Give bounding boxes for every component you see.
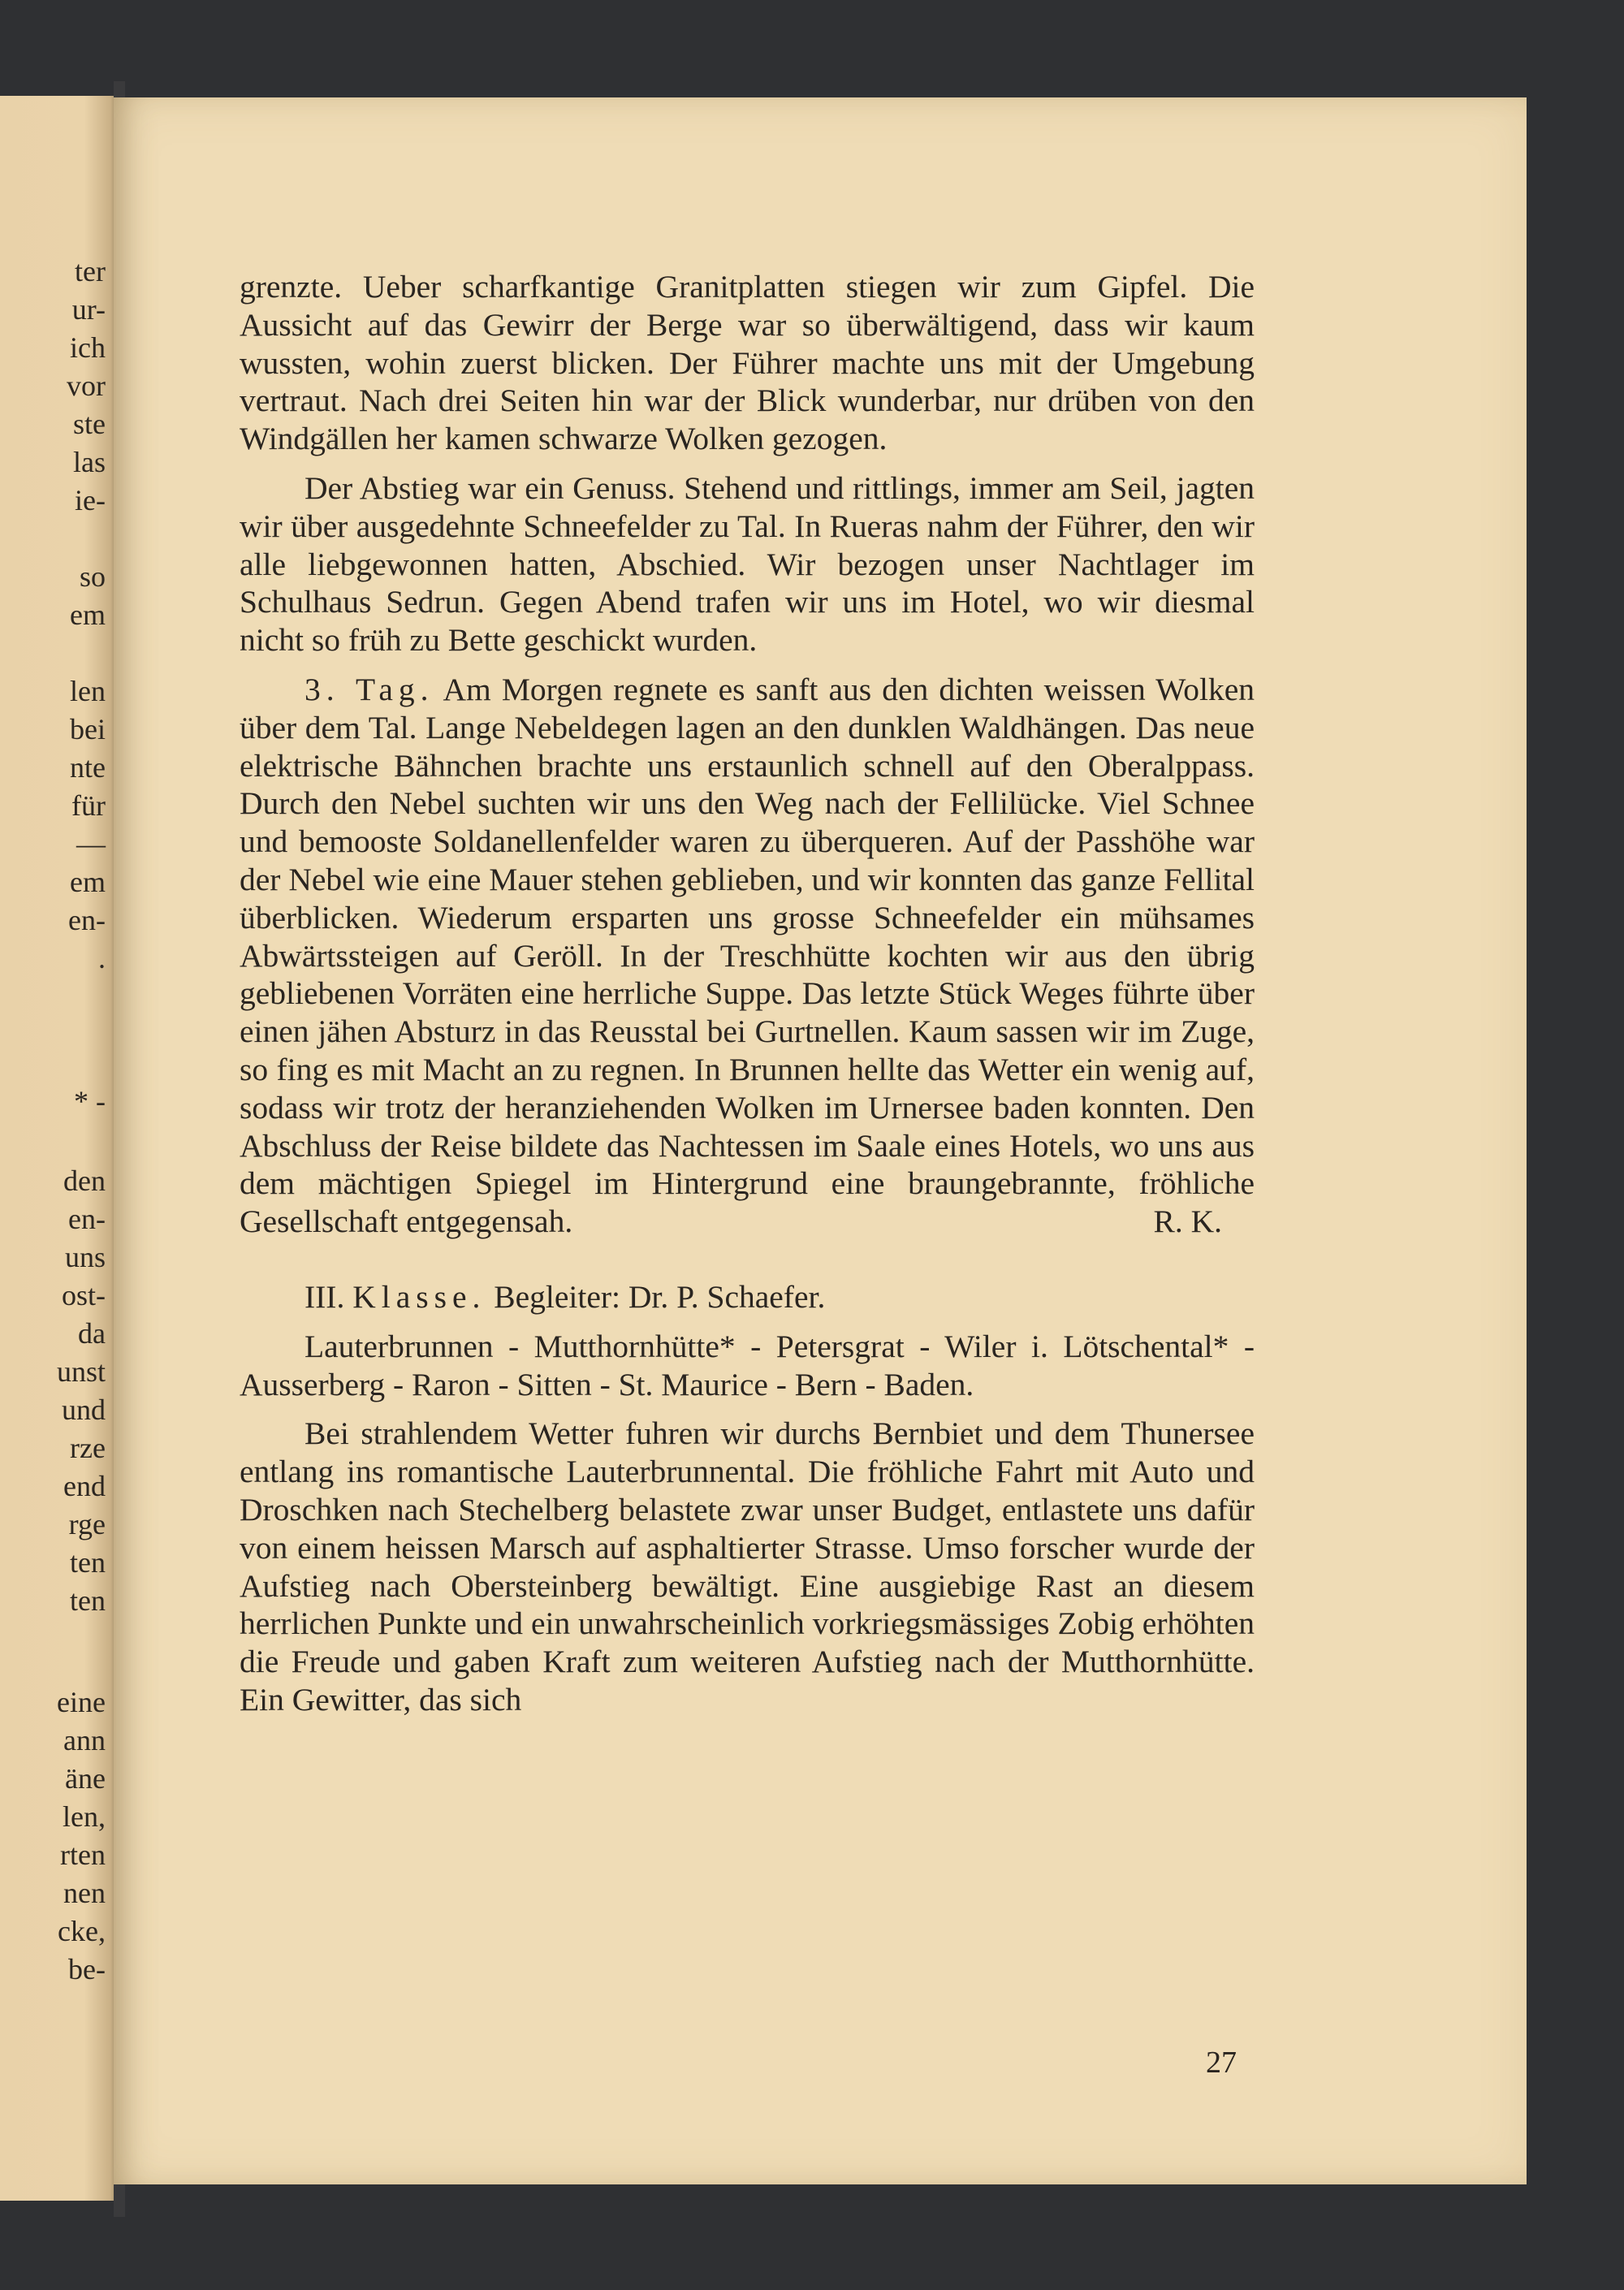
left-fragment: und <box>62 1393 106 1426</box>
left-fragment: ich <box>70 331 106 364</box>
left-fragment: cke, <box>58 1915 106 1947</box>
left-fragment: uns <box>64 1241 106 1273</box>
left-fragment: be- <box>68 1953 106 1985</box>
section-word: Klasse. <box>352 1278 486 1315</box>
left-fragment: unst <box>56 1355 106 1388</box>
scan-background <box>1527 91 1624 2202</box>
left-fragment: em <box>70 866 106 898</box>
left-fragment: ten <box>70 1546 106 1579</box>
paragraph-gipfel: grenzte. Ueber scharfkantige Granitplatten stiegen wir zum Gipfel. Die Aussicht auf das Gewirr der Berge war so überwältigend, dass wir kaum wussten, wohin zuerst blicken. Der Führer machte uns mit der Umgebung vertraut. Nach drei Seiten hin war der Blick wunderbar, nur drüben von den Windgällen her kamen schwarze Wolken gezogen. <box>240 269 1255 457</box>
left-fragment: ten <box>70 1584 106 1617</box>
route-line: Lauterbrunnen - Mutthornhütte* - Petersgrat - Wiler i. Lötschental* - Ausserberg - Raron - Sitten - St. Maurice - Bern - Baden. <box>240 1328 1255 1402</box>
left-fragment: ste <box>73 408 106 440</box>
left-page-text-fragments <box>0 96 120 2201</box>
left-fragment: ur- <box>71 293 106 326</box>
left-fragment: * - <box>74 1085 106 1117</box>
section-numeral: III. <box>304 1278 345 1315</box>
left-fragment: las <box>73 446 106 478</box>
left-fragment: für <box>71 789 106 822</box>
left-fragment: ann <box>63 1724 106 1756</box>
left-fragment: en- <box>68 1203 106 1235</box>
left-fragment: rze <box>70 1432 106 1464</box>
left-fragment: — <box>76 827 106 860</box>
paragraph-day-three <box>240 671 1255 1241</box>
left-fragment: . <box>98 942 106 974</box>
left-fragment: rge <box>68 1508 106 1540</box>
day-three-text: Am Morgen regnete es sanft aus den dichten weissen Wolken über dem Tal. Lange Nebeldegen lagen an den dunklen Waldhängen. Das neue elektrische Bähnchen brachte uns erstaunlich schnell auf den Oberalppass. Durch den Nebel suchten wir uns den Weg nach der Fellilücke. Viel Schnee und bemooste Soldanellenfelder waren zu überqueren. Auf der Passhöhe war der Nebel wie eine Mauer stehen geblieben, und wir konnten das ganze Fellital überblicken. Wiederum ersparten uns grosse Schneefelder ein mühsames Abwärtssteigen auf Geröll. In der Treschhütte kochten wir aus den übrig gebliebenen Vorräten eine herrliche Suppe. Das letzte Stück Weges führte über einen jähen Absturz in das Reusstal bei Gurtnellen. Kaum sassen wir im Zuge, so fing es mit Macht an zu regnen. In Brunnen hellte das Wetter ein wenig auf, sodass wir trotz der heranziehenden Wolken im Urnersee baden konnten. Den Abschluss der Reise bildete das Nachtessen im Saale eines Hotels, wo uns aus dem mächtigen Spiegel im Hintergrund eine braungebrannte, fröhliche Gesellschaft entgegensah. <box>240 671 1255 1240</box>
left-fragment: em <box>70 598 106 631</box>
left-fragment: vor <box>67 369 106 402</box>
left-fragment: rten <box>60 1838 106 1871</box>
left-fragment: len <box>70 675 106 707</box>
page-body-text <box>240 268 1255 1719</box>
left-fragment: den <box>63 1164 106 1197</box>
left-fragment: äne <box>65 1762 106 1795</box>
section-heading <box>240 1278 1255 1316</box>
paragraph-abstieg: Der Abstieg war ein Genuss. Stehend und rittlings, immer am Seil, jagten wir über ausgedehnte Schneefelder zu Tal. In Rueras nahm der Führer, den wir alle liebgewonnen hatten, Abschied. Wir bezogen unser Nachtlager im Schulhaus Sedrun. Gegen Abend trafen wir uns im Hotel, wo wir diesmal nicht so früh zu Bette geschickt wurden. <box>240 469 1255 659</box>
left-fragment: ie- <box>75 484 106 516</box>
page-number: 27 <box>1206 2046 1237 2080</box>
left-fragment: bei <box>70 713 106 745</box>
left-fragment: nen <box>63 1877 106 1909</box>
left-fragment: end <box>63 1470 106 1502</box>
left-fragment: ost- <box>62 1279 106 1311</box>
author-signature: R. K. <box>1153 1203 1222 1240</box>
left-fragment: so <box>79 560 106 593</box>
section-escort: Begleiter: Dr. P. Schaefer. <box>494 1278 826 1315</box>
left-fragment: da <box>78 1317 106 1350</box>
left-fragment: en- <box>68 904 106 936</box>
left-fragment: eine <box>57 1686 106 1718</box>
left-fragment: nte <box>70 751 106 784</box>
left-fragment: ter <box>75 255 106 287</box>
left-fragment: len, <box>63 1800 106 1833</box>
paragraph-lauterbrunnen: Bei strahlendem Wetter fuhren wir durchs Bernbiet und dem Thunersee entlang ins romantische Lauterbrunnental. Die fröhliche Fahrt mit Auto und Droschken nach Stechelberg belastete zwar unser Budget, entlastete uns dafür von einem heissen Marsch auf asphaltierter Strasse. Umso forscher wurde der Aufstieg nach Obersteinberg bewältigt. Eine ausgiebige Rast an diesem herrlichen Punkte und ein unwahrscheinlich vorkriegsmässiges Zobig erhöhten die Freude und gaben Kraft zum weiteren Aufstieg nach der Mutthornhütte. Ein Gewitter, das sich <box>240 1415 1255 1718</box>
day-label: 3. Tag. <box>304 671 434 707</box>
left-page-edge <box>0 96 120 2201</box>
